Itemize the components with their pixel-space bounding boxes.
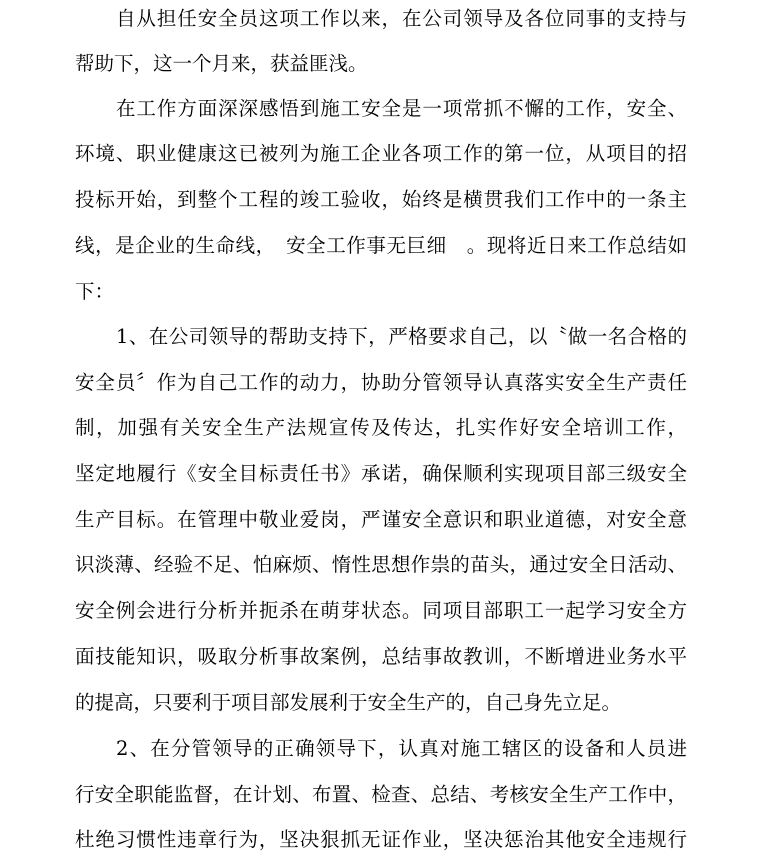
- paragraph-3-line-2: 安全员〞作为自己工作的动力，协助分管领导认真落实安全生产责任: [75, 371, 687, 394]
- paragraph-1-line-2: 帮助下，这一个月来，获益匪浅。: [75, 52, 368, 75]
- paragraph-3-line-8: 面技能知识，吸取分析事故案例，总结事故教训，不断增进业务水平: [75, 645, 687, 668]
- paragraph-4-line-2: 行安全职能监督，在计划、布置、检查、总结、考核安全生产工作中，: [75, 783, 687, 806]
- paragraph-4-line-1: 2、在分管领导的正确领导下，认真对施工辖区的设备和人员进: [116, 737, 687, 760]
- paragraph-3-line-4: 坚定地履行《安全目标责任书》承诺，确保顺利实现项目部三级安全: [75, 462, 687, 485]
- paragraph-3-line-3: 制，加强有关安全生产法规宣传及传达，扎实作好安全培训工作，: [75, 416, 687, 439]
- paragraph-2-line-1: 在工作方面深深感悟到施工安全是一项常抓不懈的工作，安全、: [116, 97, 687, 120]
- paragraph-2-line-5: 下：: [75, 280, 115, 303]
- paragraph-4-line-3: 杜绝习惯性违章行为，坚决狠抓无证作业，坚决惩治其他安全违规行: [75, 828, 687, 851]
- paragraph-3-line-9: 的提高，只要利于项目部发展利于安全生产的，自己身先立足。: [75, 691, 622, 714]
- paragraph-3-line-7: 安全例会进行分析并扼杀在萌芽状态。同项目部职工一起学习安全方: [75, 599, 687, 622]
- paragraph-2-line-3: 投标开始，到整个工程的竣工验收，始终是横贯我们工作中的一条主: [75, 188, 687, 211]
- paragraph-2-line-2: 环境、职业健康这已被列为施工企业各项工作的第一位，从项目的招: [75, 142, 687, 165]
- paragraph-3-line-6: 识淡薄、经验不足、怕麻烦、惰性思想作祟的苗头，通过安全日活动、: [75, 553, 687, 576]
- paragraph-2-line-4: 线，是企业的生命线， 安全工作事无巨细 。现将近日来工作总结如: [75, 234, 687, 257]
- paragraph-3-line-5: 生产目标。在管理中敬业爱岗，严谨安全意识和职业道德，对安全意: [75, 508, 687, 531]
- paragraph-1-line-1: 自从担任安全员这项工作以来，在公司领导及各位同事的支持与: [116, 7, 687, 30]
- paragraph-3-line-1: 1、在公司领导的帮助支持下，严格要求自己，以〝做一名合格的: [116, 325, 687, 348]
